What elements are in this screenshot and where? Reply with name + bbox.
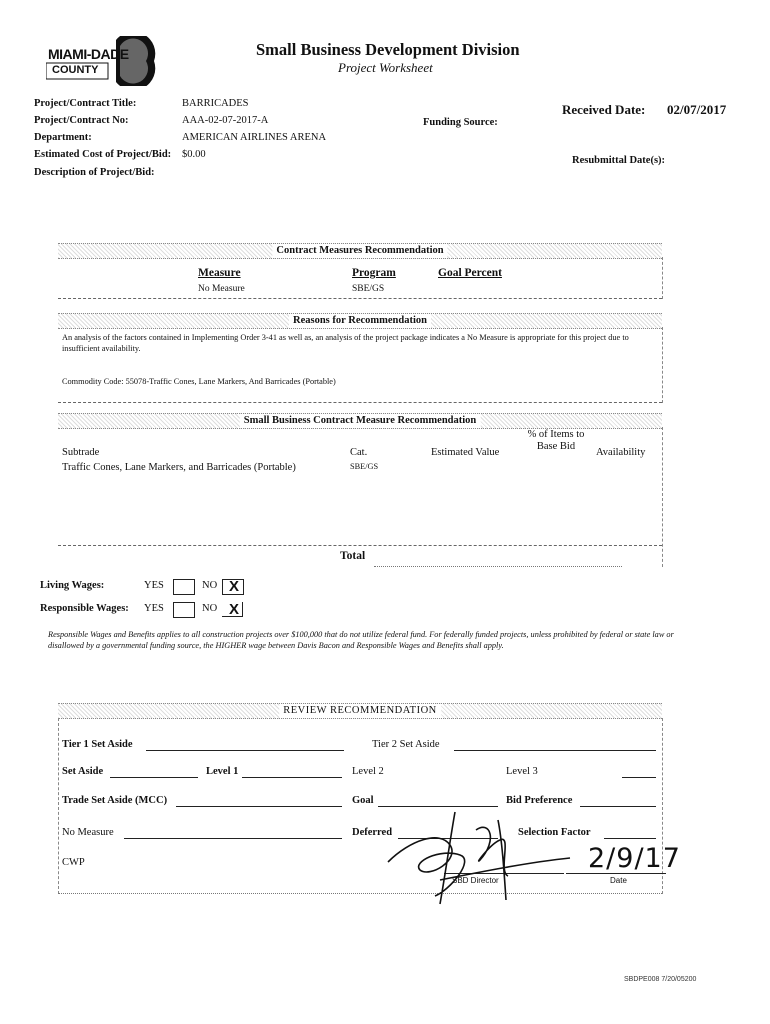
commodity-code: Commodity Code: 55078-Traffic Cones, Lane Markers, And Barricades (Portable)	[62, 377, 336, 386]
level3-label: Level 3	[506, 766, 538, 777]
responsible-wages-no-mark: X	[229, 601, 240, 618]
handwritten-date: 2/9/17	[588, 843, 681, 874]
measure-column-header: Measure	[198, 267, 241, 279]
page-title: Small Business Development Division	[256, 40, 520, 59]
no-measure-field[interactable]	[124, 838, 342, 839]
level3-field[interactable]	[622, 777, 656, 778]
responsible-wages-yes-label: YES	[144, 603, 164, 614]
divider	[374, 566, 622, 567]
tier2-label: Tier 2 Set Aside	[372, 739, 440, 750]
living-wages-yes-label: YES	[144, 580, 164, 591]
bid-preference-field[interactable]	[580, 806, 656, 807]
project-no-value: AAA-02-07-2017-A	[182, 115, 269, 126]
department-label: Department:	[34, 132, 92, 143]
director-signature	[380, 800, 580, 910]
measure-value: No Measure	[198, 284, 245, 294]
project-title-value: BARRICADES	[182, 98, 249, 109]
divider	[662, 327, 663, 403]
divider	[662, 427, 663, 567]
reasons-header-bar	[58, 313, 662, 329]
received-date-label: Received Date:	[562, 102, 646, 117]
total-label: Total	[340, 550, 366, 562]
contract-measures-heading: Contract Measures Recommendation	[272, 244, 447, 258]
wages-note: Responsible Wages and Benefits applies to all construction projects over $100,000 that do not utilize federal fund. For federally funded projects, unless prohibited by federal or state law or disallowed by a governmental funding source, the HIGHER wage between Davis Bacon and Responsible Wages and Benefits shall apply.	[48, 630, 674, 650]
sbd-director-label: SBD Director	[452, 876, 499, 885]
level1-label: Level 1	[206, 766, 239, 777]
program-value: SBE/GS	[352, 284, 385, 294]
project-no-label: Project/Contract No:	[34, 115, 129, 126]
estimated-value-column-header: Estimated Value	[431, 447, 500, 458]
trade-set-aside-label: Trade Set Aside (MCC)	[62, 795, 168, 806]
estimated-cost-label: Estimated Cost of Project/Bid:	[34, 149, 172, 160]
no-measure-label: No Measure	[62, 827, 114, 838]
review-heading: REVIEW RECOMMENDATION	[279, 704, 441, 718]
funding-source-label: Funding Source:	[423, 117, 498, 128]
set-aside-label: Set Aside	[62, 766, 104, 777]
trade-set-aside-field[interactable]	[176, 806, 342, 807]
bid-preference-label: Bid Preference	[506, 795, 573, 806]
level2-label: Level 2	[352, 766, 384, 777]
form-code: SBDPE008 7/20/05200	[624, 976, 697, 983]
responsible-wages-yes-checkbox[interactable]	[173, 602, 195, 618]
subtrade-column-header: Subtrade	[62, 447, 100, 458]
responsible-wages-no-label: NO	[202, 603, 218, 614]
set-aside-field[interactable]	[110, 777, 198, 778]
divider	[662, 257, 663, 299]
sbc-header-bar	[58, 413, 662, 429]
program-column-header: Program	[352, 267, 396, 279]
tier1-label: Tier 1 Set Aside	[62, 739, 133, 750]
date-label: Date	[610, 876, 627, 885]
department-value: AMERICAN AIRLINES ARENA	[182, 132, 327, 143]
resubmittal-date-label: Resubmittal Date(s):	[572, 155, 666, 166]
living-wages-label: Living Wages:	[40, 580, 105, 591]
living-wages-yes-checkbox[interactable]	[173, 579, 195, 595]
description-label: Description of Project/Bid:	[34, 167, 155, 178]
availability-column-header: Availability	[596, 447, 646, 458]
reasons-heading: Reasons for Recommendation	[289, 314, 431, 328]
living-wages-no-mark: X	[229, 578, 240, 595]
tier1-field[interactable]	[146, 750, 344, 751]
logo-text-top: MIAMI-DADE	[48, 46, 129, 62]
estimated-cost-value: $0.00	[182, 149, 206, 160]
divider	[58, 545, 662, 546]
contract-measures-header-bar	[58, 243, 662, 259]
cwp-label: CWP	[62, 857, 85, 868]
selection-factor-field[interactable]	[604, 838, 656, 839]
county-logo	[46, 36, 158, 86]
sbc-heading: Small Business Contract Measure Recommendation	[240, 414, 481, 428]
goal-label: Goal	[352, 795, 374, 806]
project-title-label: Project/Contract Title:	[34, 98, 137, 109]
review-header-bar	[58, 703, 662, 719]
reasons-text: An analysis of the factors contained in Implementing Order 3-41 as well as, an analysis of the project package indicates a No Measure is appropriate for this project due to insufficient availability.	[62, 333, 629, 353]
divider	[58, 718, 59, 894]
received-date-value: 02/07/2017	[667, 102, 727, 117]
living-wages-no-label: NO	[202, 580, 218, 591]
cat-column-header: Cat.	[350, 447, 368, 458]
tier2-field[interactable]	[454, 750, 656, 751]
level1-field[interactable]	[242, 777, 342, 778]
cat-value: SBE/GS	[350, 462, 379, 471]
deferred-label: Deferred	[352, 827, 393, 838]
selection-factor-label: Selection Factor	[518, 827, 591, 838]
responsible-wages-label: Responsible Wages:	[40, 603, 129, 614]
divider	[58, 298, 662, 299]
percent-items-column-header: % of Items to Base Bid	[527, 429, 585, 452]
page-subtitle: Project Worksheet	[338, 60, 433, 75]
divider	[58, 402, 662, 403]
goal-percent-column-header: Goal Percent	[438, 267, 502, 279]
subtrade-value: Traffic Cones, Lane Markers, and Barricades (Portable)	[62, 462, 296, 473]
logo-text-bottom: COUNTY	[52, 64, 99, 76]
